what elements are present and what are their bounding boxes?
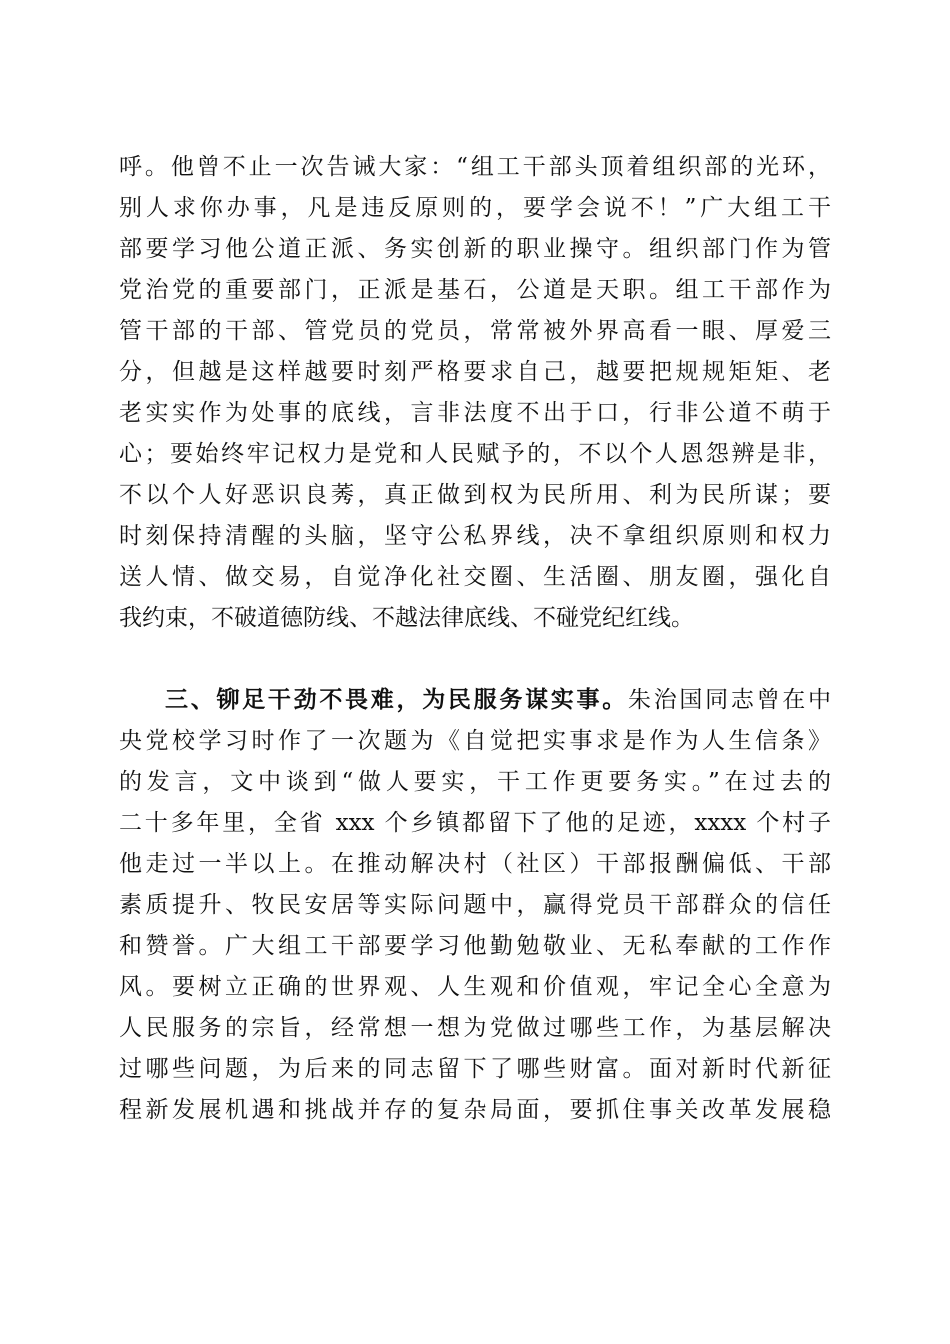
paragraph-line: 心；要始终牢记权力是党和人民赋予的，不以个人恩怨辨是非， — [119, 441, 831, 467]
paragraph-line: 央党校学习时作了一次题为《自觉把实事求是作为人生信条》 — [119, 728, 831, 754]
paragraph-2 — [119, 680, 831, 1131]
paragraph-line: 和赞誉。广大组工干部要学习他勤勉敬业、无私奉献的工作作 — [119, 933, 831, 959]
paragraph-line: 他走过一半以上。在推动解决村（社区）干部报酬偏低、干部 — [119, 851, 831, 877]
paragraph-line: 风。要树立正确的世界观、人生观和价值观，牢记全心全意为 — [119, 974, 831, 1000]
paragraph-1 — [119, 147, 831, 639]
paragraph-line: 老实实作为处事的底线，言非法度不出于口，行非公道不萌于 — [119, 400, 831, 426]
paragraph-text: 朱治国同志曾在中 — [627, 687, 831, 713]
paragraph-line: 分，但越是这样越要时刻严格要求自己，越要把规规矩矩、老 — [119, 359, 831, 385]
paragraph-line: 程新发展机遇和挑战并存的复杂局面，要抓住事关改革发展稳 — [119, 1097, 831, 1123]
paragraph-line: 不以个人好恶识良莠，真正做到权为民所用、利为民所谋；要 — [119, 482, 831, 508]
paragraph-line: 党治党的重要部门，正派是基石，公道是天职。组工干部作为 — [119, 277, 831, 303]
paragraph-line: 我约束，不破道德防线、不越法律底线、不碰党纪红线。 — [119, 605, 694, 631]
paragraph-line: 时刻保持清醒的头脑，坚守公私界线，决不拿组织原则和权力 — [119, 523, 831, 549]
paragraph-line: 过哪些问题，为后来的同志留下了哪些财富。面对新时代新征 — [119, 1056, 831, 1082]
paragraph-line: 管干部的干部、管党员的党员，常常被外界高看一眼、厚爱三 — [119, 318, 831, 344]
paragraph-first-line — [119, 680, 831, 721]
paragraph-line: 人民服务的宗旨，经常想一想为党做过哪些工作，为基层解决 — [119, 1015, 831, 1041]
paragraph-line: 呼。他曾不止一次告诫大家：“组工干部头顶着组织部的光环， — [119, 154, 831, 180]
paragraph-line: 别人求你办事，凡是违反原则的，要学会说不！”广大组工干 — [119, 195, 831, 221]
paragraph-line: 二十多年里，全省 xxx 个乡镇都留下了他的足迹，xxxx 个村子 — [119, 810, 831, 836]
paragraph-line: 的发言，文中谈到“做人要实，干工作更要务实。”在过去的 — [119, 769, 831, 795]
paragraph-line: 送人情、做交易，自觉净化社交圈、生活圈、朋友圈，强化自 — [119, 564, 831, 590]
paragraph-line: 素质提升、牧民安居等实际问题中，赢得党员干部群众的信任 — [119, 892, 831, 918]
paragraph-line: 部要学习他公道正派、务实创新的职业操守。组织部门作为管 — [119, 236, 831, 262]
section-heading: 三、铆足干劲不畏难，为民服务谋实事。 — [165, 687, 628, 713]
